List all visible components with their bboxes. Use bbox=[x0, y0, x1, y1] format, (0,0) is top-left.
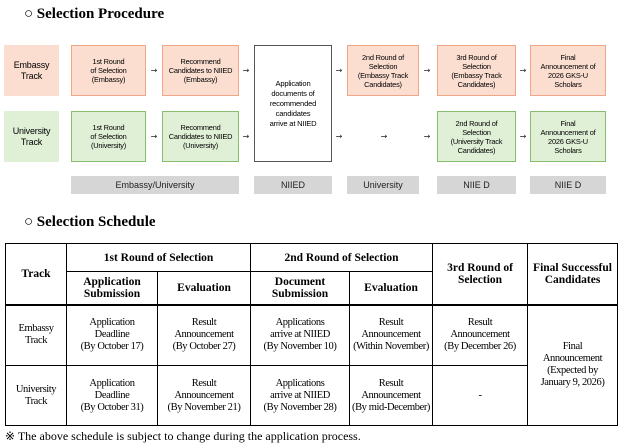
responsible-niied: NIIE D bbox=[530, 176, 606, 194]
niied-documents-step: Application documents of recommended candidates arrive at NIIED bbox=[254, 45, 332, 162]
row-evaluation-1: Result Announcement (By October 27) bbox=[158, 305, 251, 366]
university-step-recommend: Recommend Candidates to NIIED (University) bbox=[162, 111, 239, 162]
schedule-note: ※ The above schedule is subject to change during the application process. bbox=[5, 429, 361, 443]
row-round3: Result Announcement (By December 26) bbox=[433, 305, 528, 366]
embassy-step-third-round: 3rd Round of Selection (Embassy Track Candidates) bbox=[437, 45, 516, 96]
university-step-second-round: 2nd Round of Selection (University Track Candidates) bbox=[437, 111, 516, 162]
row-documents: Applications arrive at NIIED (By November 10) bbox=[251, 305, 350, 366]
schedule-heading: ○ Selection Schedule bbox=[24, 214, 156, 230]
embassy-step-first-round: 1st Round of Selection (Embassy) bbox=[71, 45, 146, 96]
header-evaluation-2: Evaluation bbox=[350, 272, 433, 305]
arrow-icon: → bbox=[150, 66, 158, 75]
arrow-icon: → bbox=[242, 66, 250, 75]
header-final: Final Successful Candidates bbox=[528, 244, 618, 305]
university-step-final: Final Announcement of 2026 GKS-U Scholars bbox=[530, 111, 606, 162]
header-application-submission: Application Submission bbox=[67, 272, 158, 305]
arrow-icon: → bbox=[242, 132, 250, 141]
procedure-heading: ○ Selection Procedure bbox=[24, 6, 165, 22]
row-evaluation-2: Result Announcement (Within November) bbox=[350, 305, 433, 366]
embassy-step-second-round: 2nd Round of Selection (Embassy Track Candidates) bbox=[347, 45, 419, 96]
embassy-track-label: Embassy Track bbox=[4, 45, 59, 96]
table-row bbox=[6, 366, 618, 426]
row-evaluation-1: Result Announcement (By November 21) bbox=[158, 366, 251, 426]
table-row bbox=[6, 305, 618, 366]
header-track: Track bbox=[6, 244, 67, 305]
header-evaluation-1: Evaluation bbox=[158, 272, 251, 305]
university-step-first-round: 1st Round of Selection (University) bbox=[71, 111, 146, 162]
row-track: University Track bbox=[6, 366, 67, 426]
arrow-icon: → bbox=[150, 132, 158, 141]
schedule-table bbox=[5, 243, 618, 426]
embassy-step-recommend: Recommend Candidates to NIIED (Embassy) bbox=[162, 45, 239, 96]
header-round2: 2nd Round of Selection bbox=[251, 244, 433, 272]
final-announcement: Final Announcement (Expected by January 9, 2026) bbox=[528, 305, 618, 426]
header-document-submission: Document Submission bbox=[251, 272, 350, 305]
embassy-step-final: Final Announcement of 2026 GKS-U Scholars bbox=[530, 45, 606, 96]
responsible-university: University bbox=[347, 176, 419, 194]
responsible-embassy-university: Embassy/University bbox=[71, 176, 239, 194]
university-track-label: University Track bbox=[4, 111, 59, 162]
arrow-icon: → bbox=[423, 66, 431, 75]
arrow-icon: → bbox=[519, 132, 527, 141]
row-evaluation-2: Result Announcement (By mid-December) bbox=[350, 366, 433, 426]
header-round1: 1st Round of Selection bbox=[67, 244, 251, 272]
row-documents: Applications arrive at NIIED (By November 28) bbox=[251, 366, 350, 426]
row-track: Embassy Track bbox=[6, 305, 67, 366]
header-round3: 3rd Round of Selection bbox=[433, 244, 528, 305]
arrow-icon: → bbox=[423, 132, 431, 141]
arrow-icon: → bbox=[380, 132, 388, 141]
arrow-icon: → bbox=[335, 132, 343, 141]
responsible-niied: NIIED bbox=[254, 176, 332, 194]
row-application: Application Deadline (By October 31) bbox=[67, 366, 158, 426]
responsible-niied: NIIE D bbox=[437, 176, 516, 194]
arrow-icon: → bbox=[519, 66, 527, 75]
row-application: Application Deadline (By October 17) bbox=[67, 305, 158, 366]
arrow-icon: → bbox=[335, 66, 343, 75]
row-round3: - bbox=[433, 366, 528, 426]
